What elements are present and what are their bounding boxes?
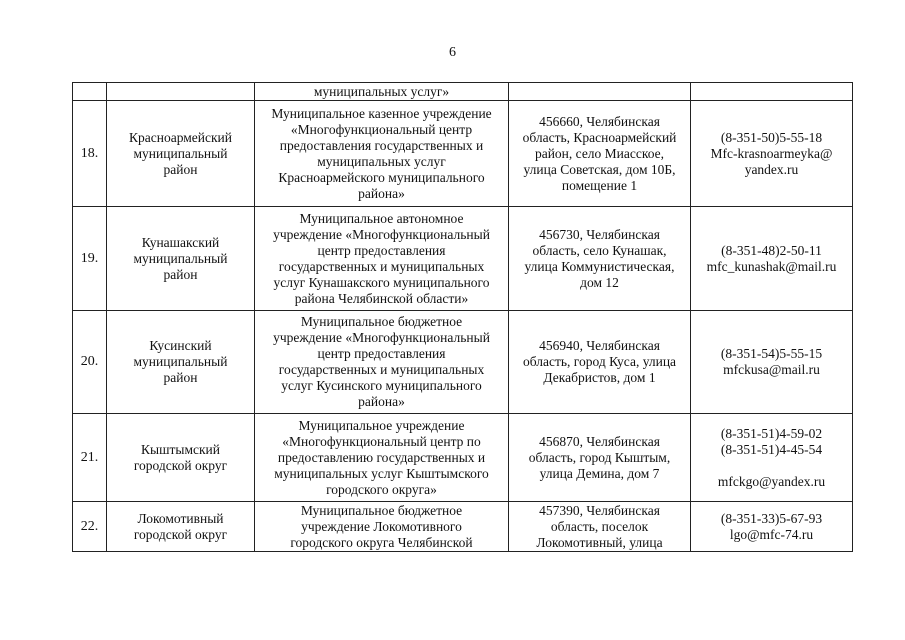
organization-name: Муниципальное учреждение «Многофункциональный центр по предоставлению государственных и муниципальных услуг Кыштымского городского округа» <box>255 414 509 502</box>
table-row <box>73 502 853 552</box>
district-cell <box>107 83 255 101</box>
row-number: 19. <box>73 207 107 311</box>
phone-number: (8-351-50)5-55-18 <box>720 129 823 145</box>
row-number: 20. <box>73 311 107 414</box>
phone-number: (8-351-33)5-67-93 <box>720 510 823 526</box>
contact-cell <box>691 207 853 311</box>
organization-name: Муниципальное бюджетное учреждение «Многофункциональный центр предоставления государственных и муниципальных услуг Кусинского муниципального района» <box>255 311 509 414</box>
row-number: 22. <box>73 502 107 552</box>
address: 456660, Челябинская область, Красноармейский район, село Миасское, улица Советская, дом 10Б, помещение 1 <box>509 101 691 207</box>
address: 456730, Челябинская область, село Кунашак, улица Коммунистическая, дом 12 <box>509 207 691 311</box>
contact-spacer <box>694 458 849 474</box>
contact-cell <box>691 101 853 207</box>
address: 456940, Челябинская область, город Куса, улица Декабристов, дом 1 <box>509 311 691 414</box>
table-row <box>73 414 853 502</box>
email-address: lgo@mfc-74.ru <box>729 526 814 542</box>
organization-name: Муниципальное автономное учреждение «Многофункциональный центр предоставления государственных и муниципальных услуг Кунашакского муниципального района Челябинской области» <box>255 207 509 311</box>
mfc-registry-table <box>72 82 853 552</box>
number-cell <box>73 83 107 101</box>
address: 457390, Челябинская область, поселок Локомотивный, улица <box>509 502 691 552</box>
table-row <box>73 207 853 311</box>
contact-cell <box>691 311 853 414</box>
organization-name: Муниципальное казенное учреждение «Многофункциональный центр предоставления государственных и муниципальных услуг Красноармейского муниципального района» <box>255 101 509 207</box>
email-address: mfc_kunashak@mail.ru <box>706 258 837 274</box>
district-name: Кыштымский городской округ <box>107 414 255 502</box>
email-address: mfckgo@yandex.ru <box>717 473 826 489</box>
district-name: Кунашакский муниципальный район <box>107 207 255 311</box>
address-cell <box>509 83 691 101</box>
phone-number: (8-351-51)4-59-02 <box>720 425 823 441</box>
contact-cell <box>691 414 853 502</box>
phone-number: (8-351-54)5-55-15 <box>720 346 823 361</box>
page-number: 6 <box>449 45 456 60</box>
district-name: Кусинский муниципальный район <box>107 311 255 414</box>
phone-number-secondary: (8-351-51)4-45-54 <box>720 441 823 457</box>
row-number: 21. <box>73 414 107 502</box>
table-row <box>73 101 853 207</box>
district-name: Красноармейский муниципальный район <box>107 101 255 207</box>
contact-cell <box>691 502 853 552</box>
district-name: Локомотивный городской округ <box>107 502 255 552</box>
organization-cell: муниципальных услуг» <box>255 83 509 101</box>
table-row-continuation <box>73 83 853 101</box>
phone-number: (8-351-48)2-50-11 <box>721 242 822 258</box>
email-address: mfckusa@mail.ru <box>723 362 820 377</box>
row-number: 18. <box>73 101 107 207</box>
address: 456870, Челябинская область, город Кыштым, улица Демина, дом 7 <box>509 414 691 502</box>
table-row <box>73 311 853 414</box>
email-address: Mfc-krasnoarmeyka@ yandex.ru <box>710 145 833 177</box>
organization-name: Муниципальное бюджетное учреждение Локомотивного городского округа Челябинской <box>255 502 509 552</box>
contact-cell <box>691 83 853 101</box>
